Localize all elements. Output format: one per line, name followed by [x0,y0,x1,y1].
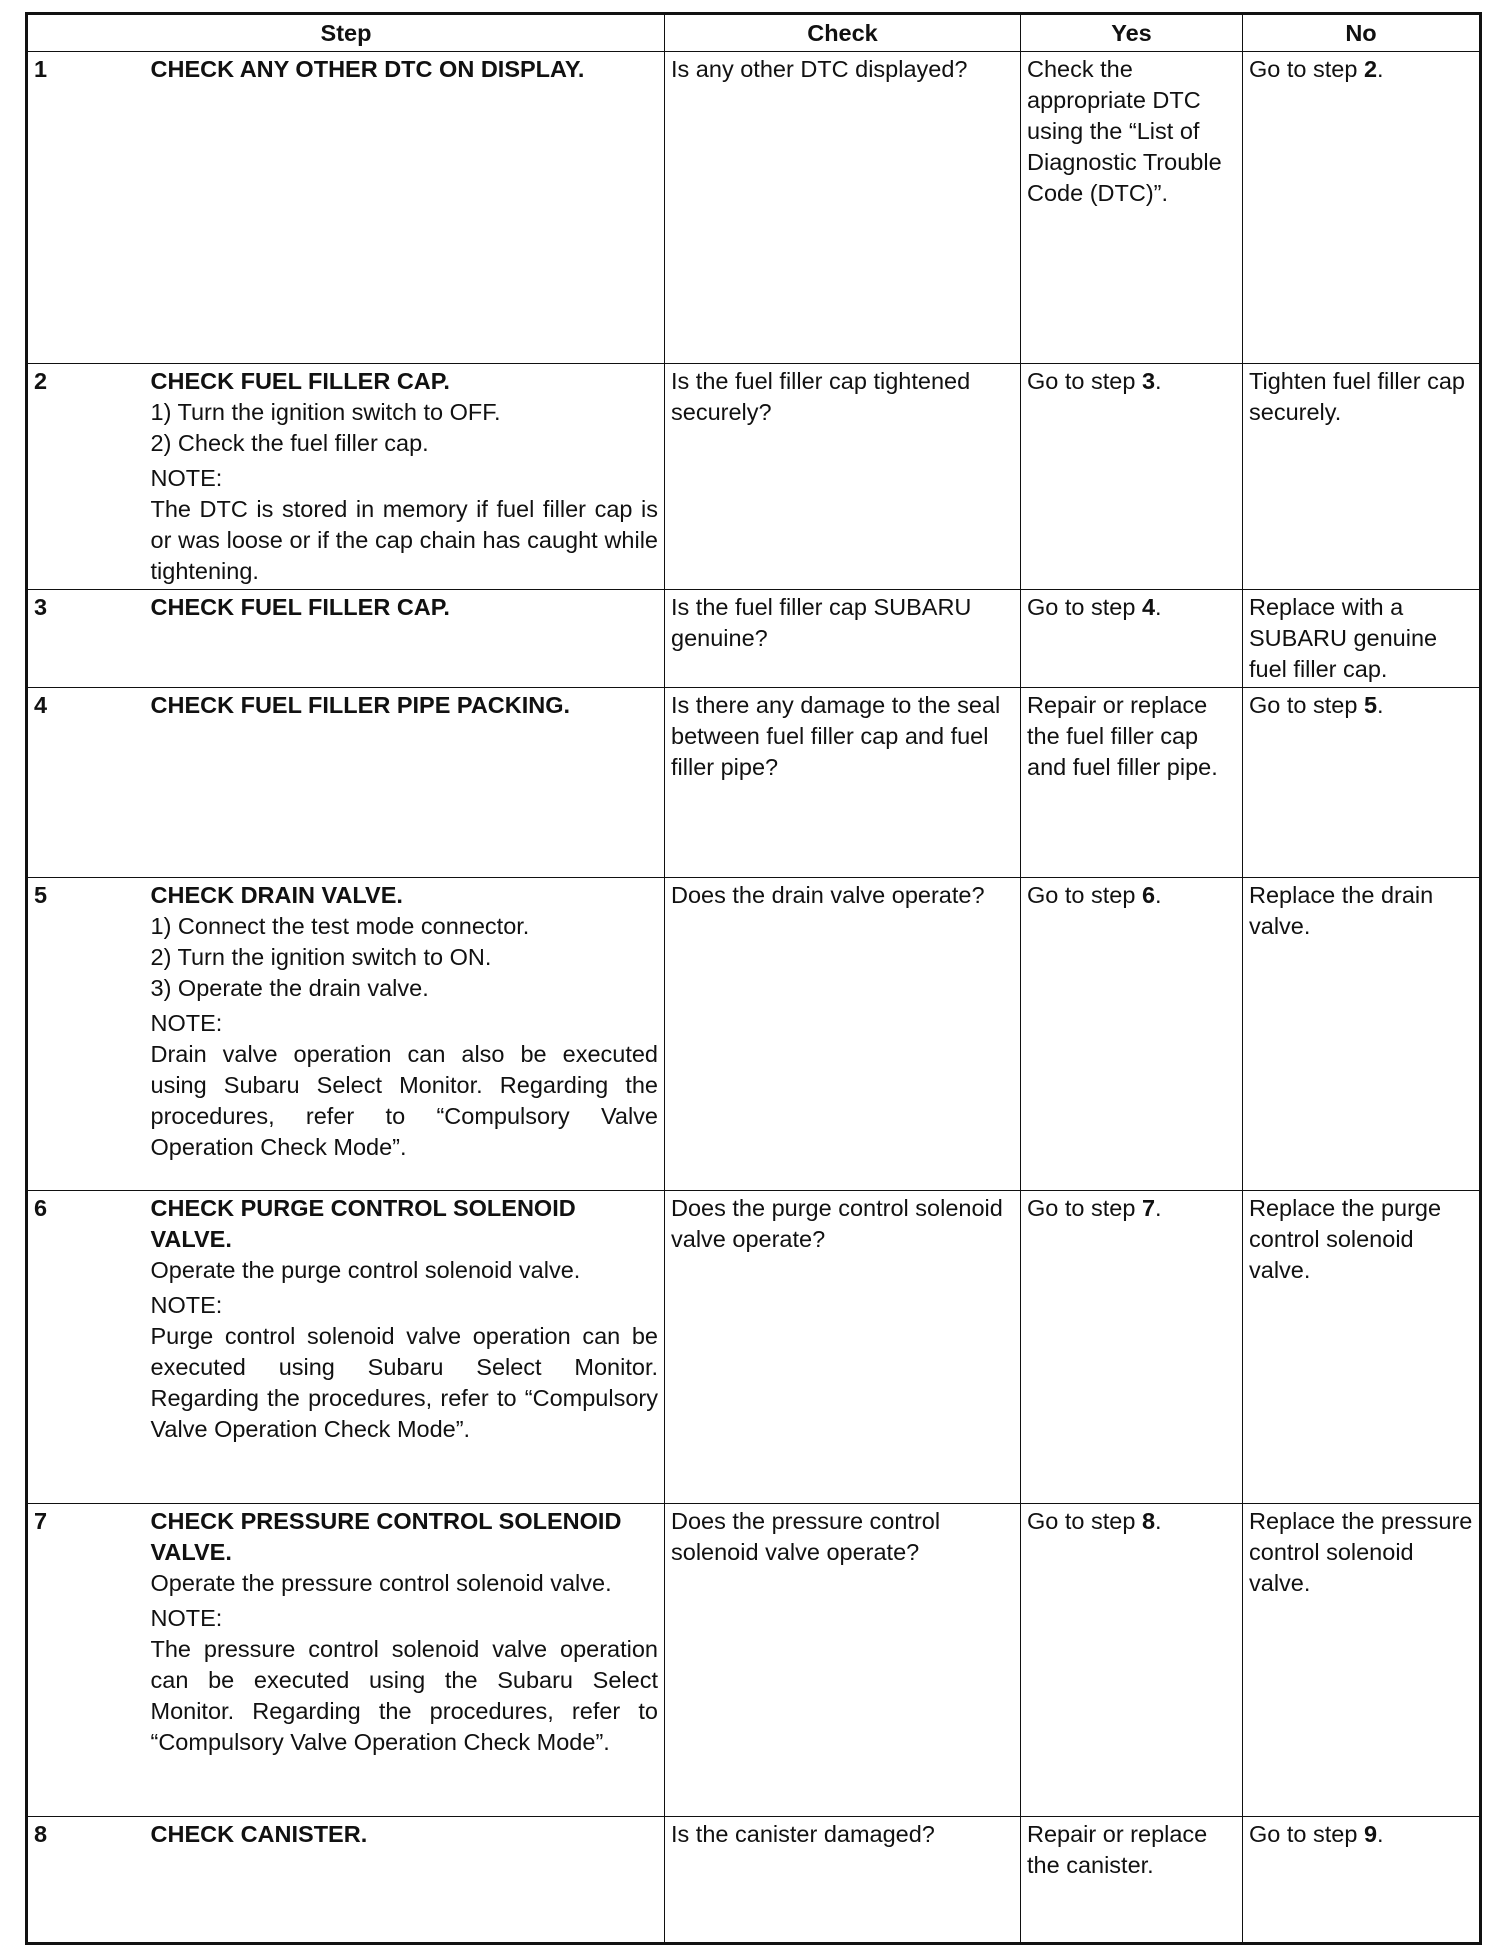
check-cell: Does the purge control solenoid valve operate? [665,1191,1021,1504]
no-step-ref: 9 [1363,1821,1378,1847]
step-cell [145,590,665,688]
check-cell: Is there any damage to the seal between fuel filler cap and fuel filler pipe? [665,688,1021,878]
yes-cell [1021,590,1243,688]
note-text: Drain valve operation can also be executed using Subaru Select Monitor. Regarding the procedures, refer to “Compulsory Valve Operation Check Mode”. [150,1041,658,1160]
no-step-ref: 2 [1363,56,1378,82]
step-cell [145,1504,665,1817]
yes-step-ref: 8 [1141,1508,1156,1534]
table-row [27,1817,1481,1944]
diagnostic-procedure-table [25,12,1482,1945]
step-title: CHECK PRESSURE CONTROL SOLENOID VALVE. [150,1508,622,1565]
no-suffix: . [1377,692,1384,718]
table-row [27,52,1481,364]
yes-prefix: Go to step [1027,1195,1142,1221]
step-title: CHECK PURGE CONTROL SOLENOID VALVE. [150,1195,576,1252]
step-cell [145,688,665,878]
header-check: Check [665,14,1021,52]
substep: 1) Connect the test mode connector. [150,913,530,939]
step-cell [145,878,665,1191]
yes-cell: Repair or replace the fuel filler cap and fuel filler pipe. [1021,688,1243,878]
yes-suffix: . [1155,594,1162,620]
check-cell: Does the pressure control solenoid valve operate? [665,1504,1021,1817]
no-cell: Tighten fuel filler cap securely. [1243,364,1481,590]
no-cell: Replace the pressure control solenoid valve. [1243,1504,1481,1817]
step-title: CHECK FUEL FILLER CAP. [150,368,450,394]
yes-cell [1021,364,1243,590]
yes-cell [1021,1504,1243,1817]
yes-step-ref: 7 [1141,1195,1156,1221]
note-text: Purge control solenoid valve operation can be executed using Subaru Select Monitor. Regarding the procedures, refer to “Compulsory Valve Operation Check Mode”. [150,1323,658,1442]
header-yes: Yes [1021,14,1243,52]
check-cell: Is any other DTC displayed? [665,52,1021,364]
note-label: NOTE: [150,1605,223,1631]
table-header-row [27,14,1481,52]
step-title: CHECK ANY OTHER DTC ON DISPLAY. [150,56,585,82]
yes-suffix: . [1155,1195,1162,1221]
note-label: NOTE: [150,465,223,491]
step-number: 3 [27,590,145,688]
yes-prefix: Go to step [1027,368,1142,394]
yes-prefix: Go to step [1027,882,1142,908]
step-cell [145,364,665,590]
substep: 3) Operate the drain valve. [150,975,429,1001]
check-cell: Is the canister damaged? [665,1817,1021,1944]
step-number: 4 [27,688,145,878]
yes-cell: Check the appropriate DTC using the “List of Diagnostic Trouble Code (DTC)”. [1021,52,1243,364]
yes-suffix: . [1155,1508,1162,1534]
check-cell: Does the drain valve operate? [665,878,1021,1191]
note-label: NOTE: [150,1010,223,1036]
yes-suffix: . [1155,882,1162,908]
step-title: CHECK CANISTER. [150,1821,368,1847]
step-number: 6 [27,1191,145,1504]
yes-prefix: Go to step [1027,594,1142,620]
yes-suffix: . [1155,368,1162,394]
yes-cell [1021,1191,1243,1504]
table-row [27,1504,1481,1817]
no-step-ref: 5 [1363,692,1378,718]
table-row [27,590,1481,688]
table-row [27,364,1481,590]
no-cell: Replace the drain valve. [1243,878,1481,1191]
check-cell: Is the fuel filler cap SUBARU genuine? [665,590,1021,688]
no-cell [1243,1817,1481,1944]
note-label: NOTE: [150,1292,223,1318]
substep: Operate the purge control solenoid valve. [150,1257,581,1283]
yes-prefix: Go to step [1027,1508,1142,1534]
step-title: CHECK DRAIN VALVE. [150,882,403,908]
step-cell [145,1817,665,1944]
step-number: 8 [27,1817,145,1944]
step-number: 5 [27,878,145,1191]
no-prefix: Go to step [1249,692,1364,718]
no-cell: Replace the purge control solenoid valve. [1243,1191,1481,1504]
no-cell [1243,688,1481,878]
table-row [27,1191,1481,1504]
substep: Operate the pressure control solenoid valve. [150,1570,612,1596]
substep: 1) Turn the ignition switch to OFF. [150,399,501,425]
table-row [27,878,1481,1191]
step-title: CHECK FUEL FILLER PIPE PACKING. [150,692,571,718]
header-no: No [1243,14,1481,52]
no-cell [1243,52,1481,364]
yes-step-ref: 3 [1141,368,1156,394]
step-number: 7 [27,1504,145,1817]
no-prefix: Go to step [1249,56,1364,82]
step-title: CHECK FUEL FILLER CAP. [150,594,450,620]
step-cell [145,1191,665,1504]
no-cell: Replace with a SUBARU genuine fuel filler cap. [1243,590,1481,688]
yes-step-ref: 4 [1141,594,1156,620]
step-number: 1 [27,52,145,364]
step-cell [145,52,665,364]
yes-cell: Repair or replace the canister. [1021,1817,1243,1944]
substep: 2) Check the fuel filler cap. [150,430,429,456]
header-step: Step [27,14,665,52]
no-prefix: Go to step [1249,1821,1364,1847]
substep: 2) Turn the ignition switch to ON. [150,944,492,970]
yes-cell [1021,878,1243,1191]
no-suffix: . [1377,1821,1384,1847]
note-text: The DTC is stored in memory if fuel filler cap is or was loose or if the cap chain has caught while tightening. [150,496,658,584]
check-cell: Is the fuel filler cap tightened securely? [665,364,1021,590]
table-row [27,688,1481,878]
no-suffix: . [1377,56,1384,82]
note-text: The pressure control solenoid valve operation can be executed using the Subaru Select Monitor. Regarding the procedures, refer to “Compulsory Valve Operation Check Mode”. [150,1636,658,1755]
yes-step-ref: 6 [1141,882,1156,908]
step-number: 2 [27,364,145,590]
